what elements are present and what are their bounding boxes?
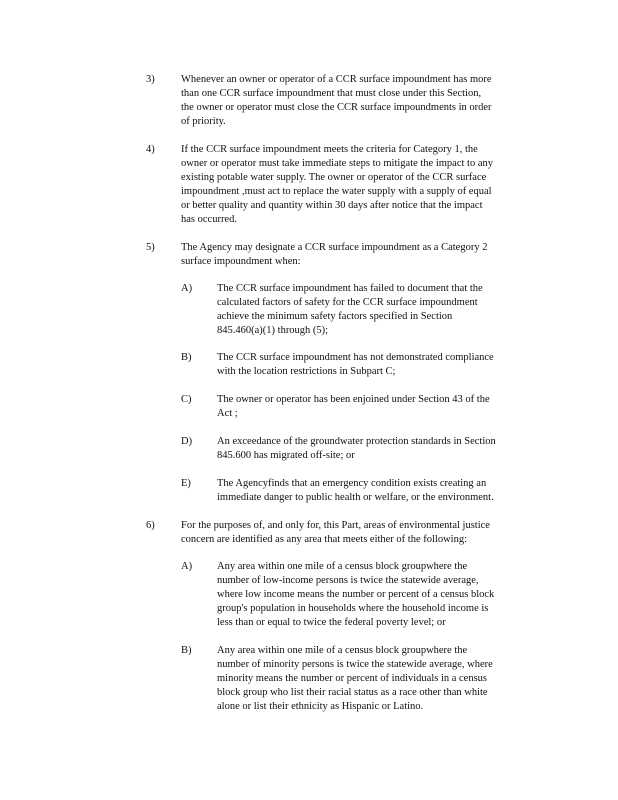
text-line: 845.600 has migrated off-site; or [217, 450, 355, 461]
item-number: 3) [146, 74, 155, 85]
item-number: C) [181, 394, 192, 405]
text-line: Any area within one mile of a census block groupwhere the [217, 645, 468, 656]
item-text [217, 560, 533, 630]
item-text [217, 435, 533, 463]
item-text [217, 477, 533, 505]
text-line: For the purposes of, and only for, this Part, areas of environmental justice [181, 520, 490, 531]
text-line: surface impoundment when: [181, 256, 301, 267]
text-line: minority means the number or percent of individuals in a census [217, 673, 488, 684]
text-line: the owner or operator must close the CCR surface impoundments in order [181, 102, 492, 113]
item-number: 6) [146, 520, 155, 531]
item-text [181, 143, 539, 227]
text-line: The owner or operator has been enjoined under Section 43 of the [217, 394, 490, 405]
item-text [181, 241, 533, 269]
text-line: alone or list their ethnicity as Hispanic or Latino. [217, 701, 424, 712]
text-line: achieve the minimum safety factors specified in Section [217, 311, 453, 322]
text-line: than one CCR surface impoundment that must close under this Section, [181, 88, 482, 99]
text-line: block group who list their racial status as a race other than white [217, 687, 488, 698]
item-number: 4) [146, 144, 155, 155]
text-line: number of low-income persons is twice the statewide average, [217, 575, 479, 586]
text-line: existing potable water supply. The owner or operator of the CCR surface [181, 172, 487, 183]
item-number: A) [181, 561, 193, 572]
text-line: Act ; [217, 408, 238, 419]
text-line: has occurred. [181, 214, 237, 225]
text-line: where low income means the number or percent of a census block [217, 589, 495, 600]
text-line: of priority. [181, 116, 226, 127]
text-line: 845.460(a)(1) through (5); [217, 325, 329, 336]
text-line: impoundment ,must act to replace the water supply with a supply of equal [181, 186, 492, 197]
text-line: number of minority persons is twice the statewide average, where [217, 659, 493, 670]
item-number: 5) [146, 242, 155, 253]
text-line: group's population in households where the household income is [217, 603, 489, 614]
item-number: B) [181, 645, 192, 656]
item-text [217, 282, 527, 338]
item-text [181, 73, 533, 129]
text-line: owner or operator must take immediate steps to mitigate the impact to any [181, 158, 493, 169]
text-line: less than or equal to twice the federal poverty level; or [217, 617, 446, 628]
text-line: If the CCR surface impoundment meets the criteria for Category 1, the [181, 144, 478, 155]
text-line: with the location restrictions in Subpart C; [217, 366, 396, 377]
item-number: E) [181, 478, 191, 489]
text-line: or better quality and quantity within 30 days after notice that the impact [181, 200, 483, 211]
item-text [217, 393, 527, 421]
text-line: The CCR surface impoundment has not demonstrated compliance [217, 352, 494, 363]
text-line: The Agency may designate a CCR surface impoundment as a Category 2 [181, 242, 488, 253]
item-text [217, 644, 533, 714]
text-line: An exceedance of the groundwater protection standards in Section [217, 436, 496, 447]
item-text [217, 351, 527, 379]
text-line: concern are identified as any area that meets either of the following: [181, 534, 468, 545]
text-line: calculated factors of safety for the CCR surface impoundment [217, 297, 478, 308]
item-number: D) [181, 436, 193, 447]
text-line: Any area within one mile of a census block groupwhere the [217, 561, 468, 572]
text-line: immediate danger to public health or welfare, or the environment. [217, 492, 494, 503]
text-line: The Agencyfinds that an emergency condition exists creating an [217, 478, 487, 489]
text-line: The CCR surface impoundment has failed to document that the [217, 283, 483, 294]
item-text [181, 519, 533, 547]
item-number: B) [181, 352, 192, 363]
item-number: A) [181, 283, 193, 294]
text-line: Whenever an owner or operator of a CCR surface impoundment has more [181, 74, 492, 85]
